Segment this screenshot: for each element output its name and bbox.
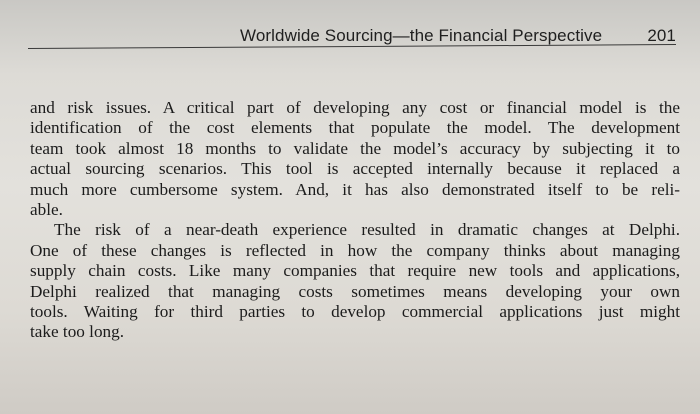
text-line: team took almost 18 months to validate the model’s accuracy by subjecting it to [30, 138, 680, 158]
paragraph-1 [30, 98, 680, 220]
body-text [30, 98, 680, 343]
chapter-title: Worldwide Sourcing—the Financial Perspective [240, 26, 603, 45]
text-line: take too long. [30, 322, 125, 342]
text-line: Delphi realized that managing costs sometimes means developing your own [30, 281, 680, 301]
text-line: supply chain costs. Like many companies that require new tools and applications, [30, 261, 680, 281]
text-line: One of these changes is reflected in how the company thinks about managing [30, 240, 680, 260]
text-line: The risk of a near-death experience resulted in dramatic changes at Delphi. [54, 220, 680, 240]
text-line: actual sourcing scenarios. This tool is accepted internally because it replaced a [30, 159, 680, 179]
text-line: much more cumbersome system. And, it has also demonstrated itself to be reli- [30, 179, 680, 199]
text-line: able. [30, 200, 63, 220]
text-line: identification of the cost elements that populate the model. The development [30, 118, 680, 138]
text-line: and risk issues. A critical part of developing any cost or financial model is the [30, 98, 680, 117]
page-number: 201 [647, 26, 676, 45]
paragraph-2 [30, 220, 680, 342]
text-line: tools. Waiting for third parties to develop commercial applications just might [30, 302, 680, 322]
